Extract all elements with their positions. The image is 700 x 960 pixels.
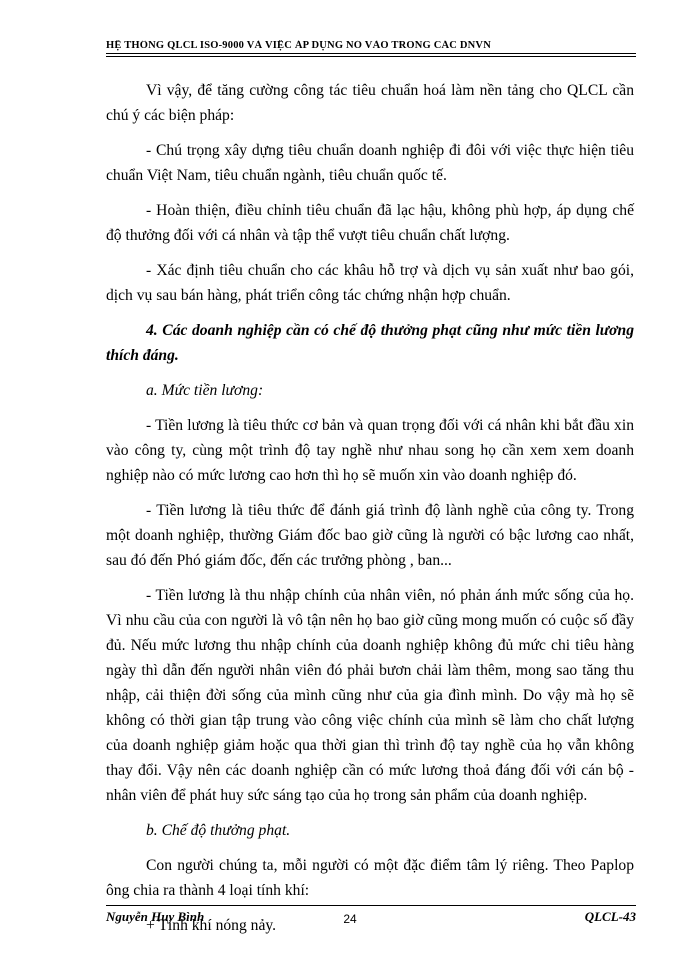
section-heading-4: 4. Các doanh nghiệp cần có chế độ thưởng phạt cũng như mức tiền lương thích đáng. [106, 322, 634, 364]
page-number: 24 [343, 912, 357, 926]
subheading-b: b. Chế độ thưởng phạt. [146, 822, 291, 839]
paragraph-temperament: Con người chúng ta, mỗi người có một đặc điểm tâm lý riêng. Theo Paplop ông chia ra thành 4 loại tính khí: [106, 857, 634, 899]
paragraph-salary-3: - Tiền lương là thu nhập chính của nhân viên, nó phản ánh mức sống của họ. Vì nhu cầu của con người là vô tận nên họ bao giờ cũng mong muốn có cuộc số đầy đủ. Nếu mức lương thu nhập chính của doanh nghiệp không đủ mức chi tiêu hàng ngày thì dẫn đến người nhân viên đó phải bươn chải làm thêm, mong sao tăng thu nhập, cải thiện đời sống của mình cũng như của gia đình mình. Do vậy mà họ sẽ không có thời gian tập trung vào công việc chính của mình sẽ làm cho chất lượng của doanh nghiệp giảm hoặc qua thời gian thì trình độ tay nghề của họ vẫn không thay đổi. Vậy nên các doanh nghiệp cần có mức lương thoả đáng đối với cán bộ - nhân viên để phát huy sức sáng tạo của họ trong sản phẩm của doanh nghiệp. [106, 587, 634, 804]
paragraph-salary-2: - Tiền lương là tiêu thức để đánh giá trình độ lành nghề của công ty. Trong một doanh nghiệp, thường Giám đốc bao giờ cũng là người có bậc lương cao nhất, sau đó đến Phó giám đốc, đến các trưởng phòng , ban... [106, 502, 634, 569]
running-header: HỆ THỐNG QLCL ISO-9000 VÀ VIỆC ÁP DỤNG NÓ VÀO TRONG CÁC DNVN [106, 40, 491, 51]
paragraph-bullet-support: - Xác định tiêu chuẩn cho các khâu hỗ trợ và dịch vụ sản xuất như bao gói, dịch vụ sau bán hàng, phát triển công tác chứng nhận hợp chuẩn. [106, 262, 634, 304]
paragraph-intro: Vì vậy, để tăng cường công tác tiêu chuẩn hoá làm nền tảng cho QLCL cần chú ý các biện pháp: [106, 82, 634, 124]
footer-rule [106, 905, 636, 906]
subheading-a: a. Mức tiền lương: [146, 382, 264, 399]
header-rule-bottom [106, 56, 636, 57]
header-rule-top [106, 53, 636, 54]
footer-author: Nguyễn Huy Bình [106, 909, 205, 924]
paragraph-salary-1: - Tiền lương là tiêu thức cơ bản và quan trọng đối với cá nhân khi bắt đầu xin vào công ty, cùng một trình độ tay nghề như nhau song họ cần xem xem doanh nghiệp nào có mức lương cao hơn thì họ sẽ muốn xin vào doanh nghiệp đó. [106, 417, 634, 484]
paragraph-bullet-revise: - Hoàn thiện, điều chỉnh tiêu chuẩn đã lạc hậu, không phù hợp, áp dụng chế độ thưởng đối với cá nhân và tập thể vượt tiêu chuẩn chất lượng. [106, 202, 634, 244]
paragraph-bullet-standards: - Chú trọng xây dựng tiêu chuẩn doanh nghiệp đi đôi với việc thực hiện tiêu chuẩn Việt Nam, tiêu chuẩn ngành, tiêu chuẩn quốc tế. [106, 142, 634, 184]
paragraph-temperament-type-1: + Tính khí nóng nảy. [146, 917, 277, 934]
footer-code: QLCL-43 [584, 909, 636, 924]
page-body [106, 78, 634, 938]
